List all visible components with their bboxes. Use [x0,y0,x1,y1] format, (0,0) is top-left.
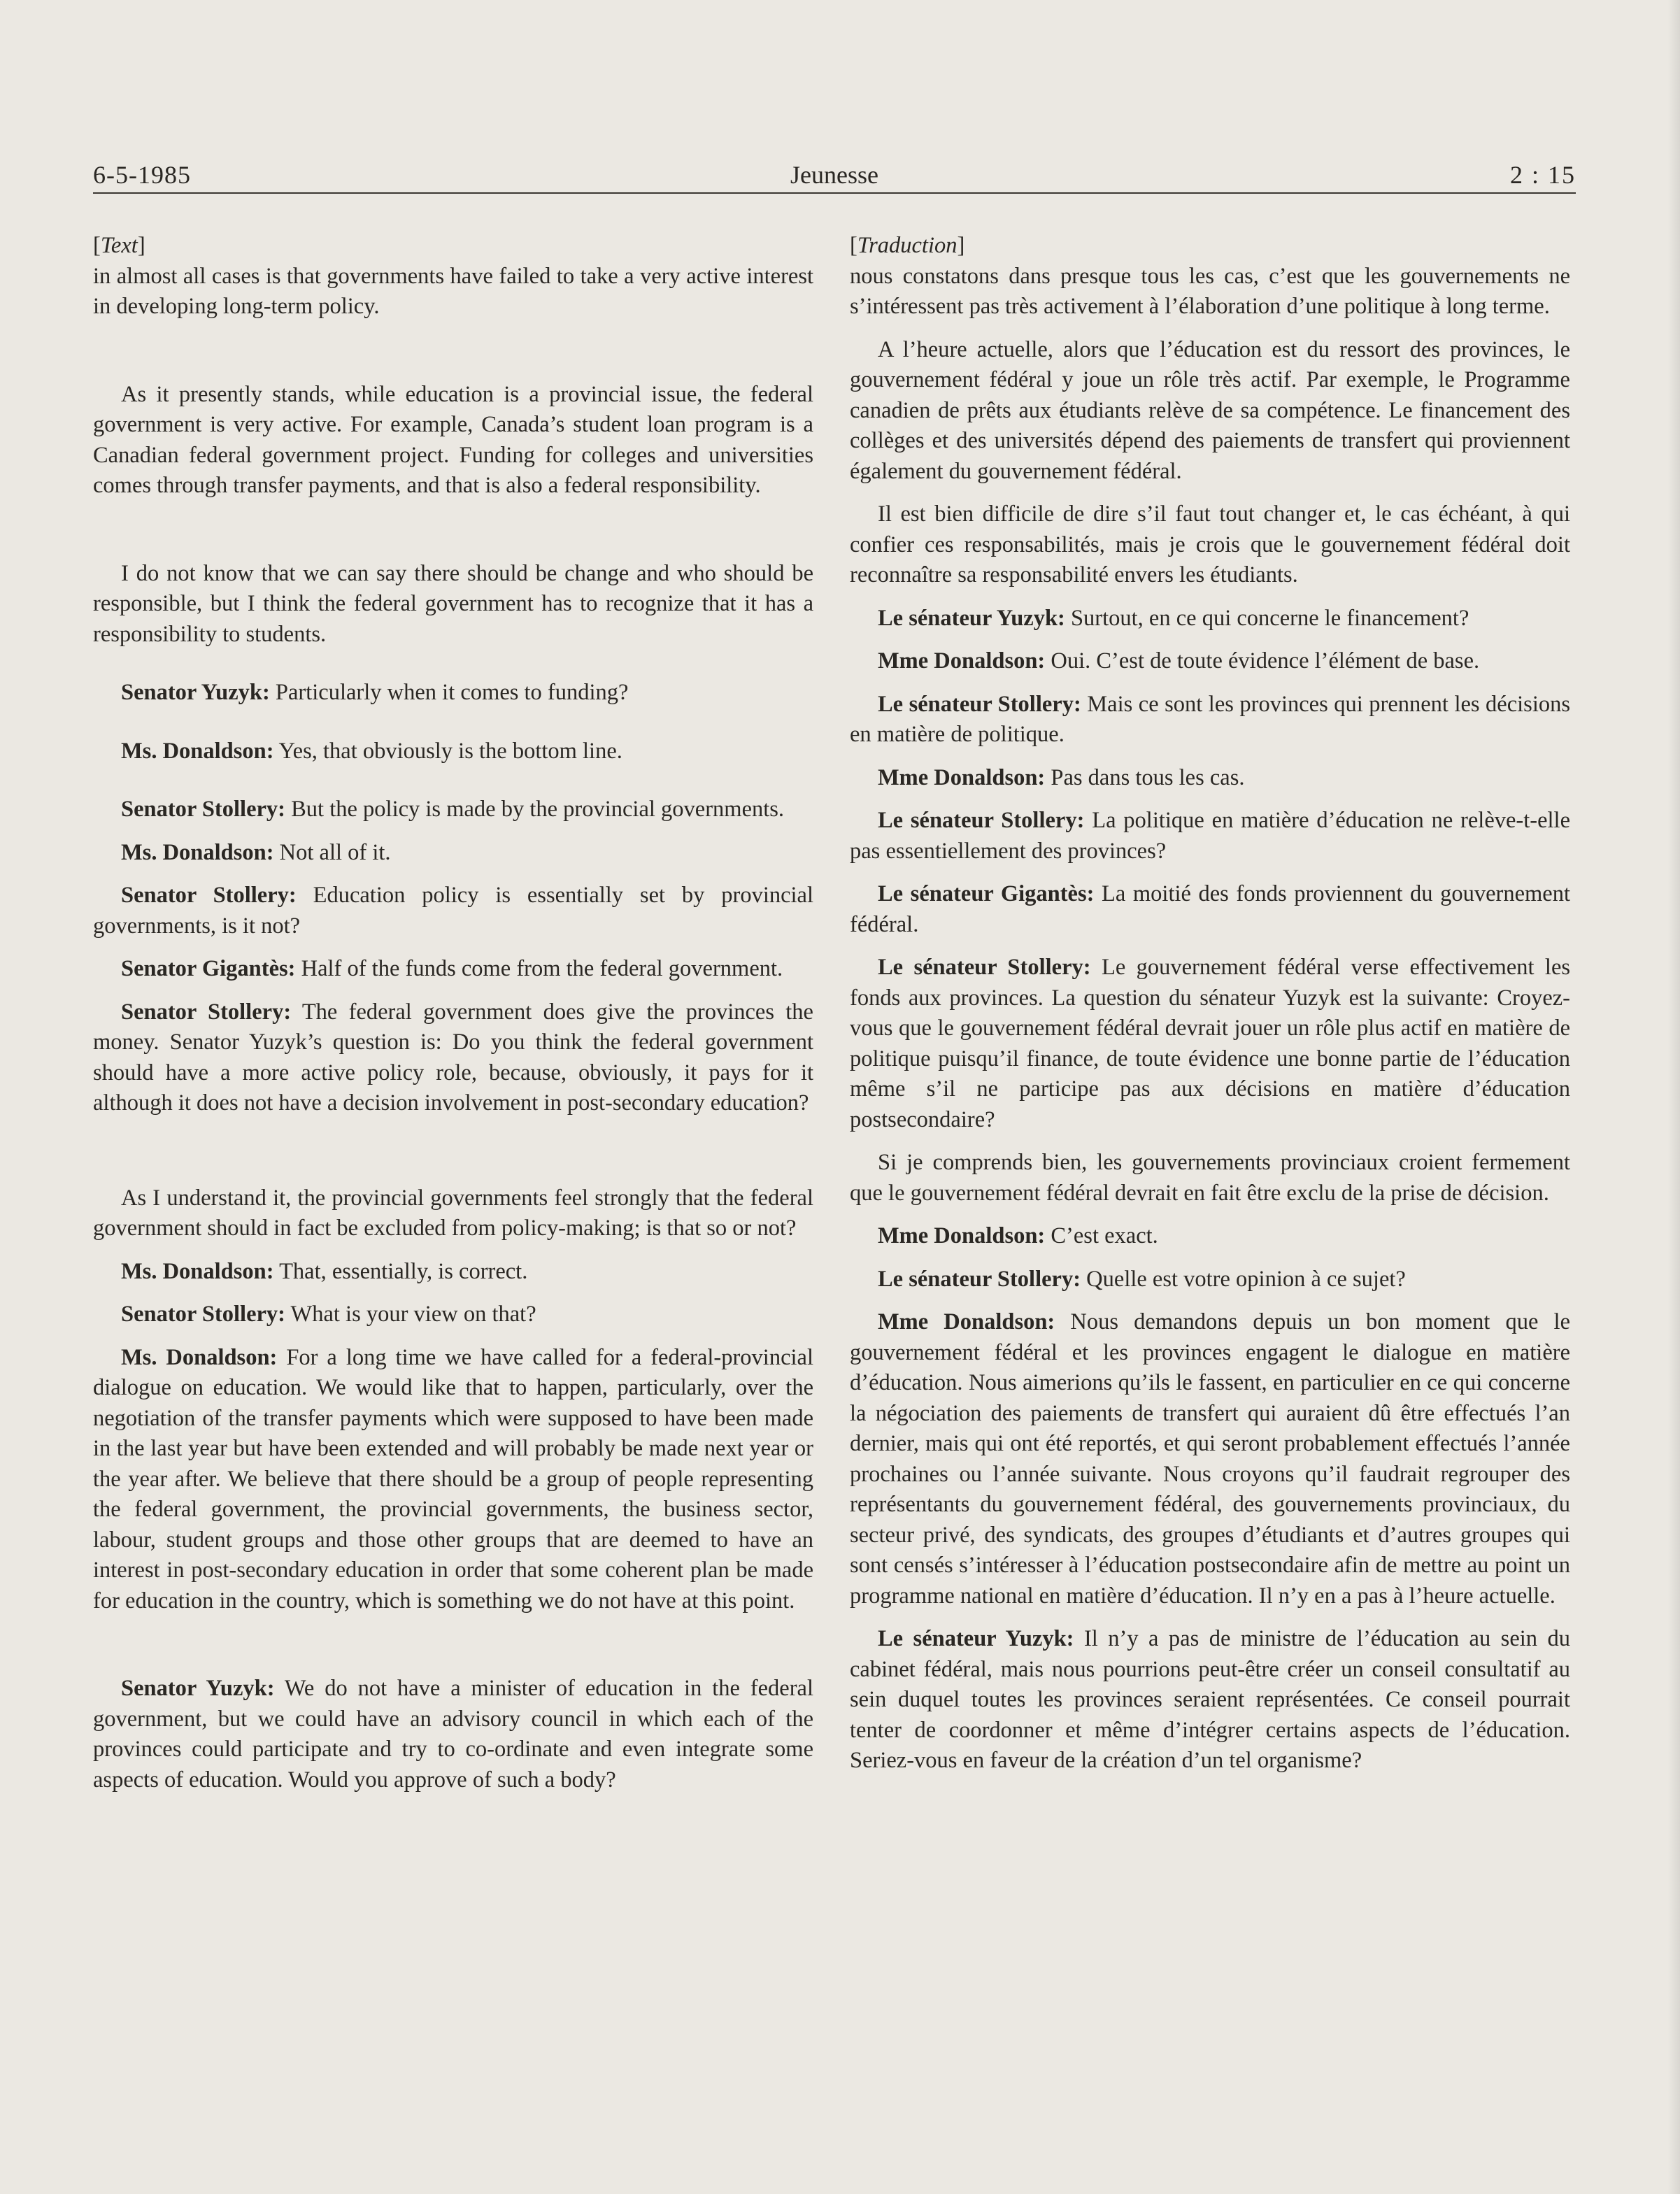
column-tag-label: Traduction [857,233,958,258]
paragraph-text: Half of the funds come from the federal government. [301,956,783,981]
paragraph-text: As I understand it, the provincial governments feel strongly that the federal government should in fact be excluded from policy-making; is that so or not? [93,1185,813,1241]
speaker-name: Le sénateur Stollery: [878,808,1085,833]
speaker-name: Senator Gigantès: [121,956,296,981]
paragraph-text: Yes, that obviously is the bottom line. [278,738,622,764]
speaker-name: Mme Donaldson: [878,1309,1055,1334]
paragraph [93,838,813,869]
speaker-name: Senator Stollery: [121,797,285,822]
paragraph-text: The federal government does give the provinces the money. Senator Yuzyk’s question is: Do you think the federal government should have a more active policy role, because, obviously, it pays for it although it does not have a decision involvement in post-secondary education? [93,999,813,1116]
paragraph-text: Education policy is essentially set by provincial governments, is it not? [93,883,814,939]
paragraph-text: For a long time we have called for a federal-provincial dialogue on education. We would like that to happen, particularly, over the negotiation of the transfer payments which were supposed to have been made in the last year but have been extended and will probably be made next year or the year after. We believe that there should be a group of people representing the federal government, the provincial governments, the business sector, labour, student groups and those other groups that are deemed to have an interest in post-secondary education in order that some coherent plan be made for education in the country, which is something we do not have at this point. [93,1344,813,1614]
paragraph [850,806,1570,867]
paragraph [93,1343,813,1617]
french-column [850,231,1570,1776]
paragraph [93,380,813,501]
paragraph-text: in almost all cases is that governments have failed to take a very active interest in developing long-term policy. [93,263,813,319]
paragraph [850,953,1570,1135]
paragraph [850,1221,1570,1252]
paragraph [850,1624,1570,1776]
speaker-name: Mme Donaldson: [878,764,1046,790]
paragraph [93,1257,813,1288]
speaker-name: Le sénateur Stollery: [878,691,1081,717]
paragraph [850,1265,1570,1295]
paragraph-text: Surtout, en ce qui concerne le financement? [1070,605,1469,631]
paragraph-text: We do not have a minister of education in the federal government, but we could have an advisory council in which each of the provinces could participate and try to co-ordinate and even integrate some aspects of education. Would you approve of such a body? [93,1676,813,1793]
paragraph [850,499,1570,591]
speaker-name: Senator Stollery: [121,1302,285,1327]
paragraph-text: Nous demandons depuis un bon moment que le gouvernement fédéral et les provinces engagent le dialogue en matière d’éducation. Nous aimerions qu’ils le fassent, en particulier en ce qui concerne la négociation des paiements de transfert qui auraient dû être effectués l’an dernier, mais qui ont été reportés, et qui seront probablement effectués l’année prochaines ou l’année suivante. Nous croyons qu’il faudrait regrouper des représentants du gouvernement fédéral, des gouvernements provinciaux, du secteur privé, des syndicats, des groupes d’étudiants et d’autres groupes qui sont censés s’intéresser à l’éducation postsecondaire afin de mettre au point un programme national en matière d’éducation. Il n’y en a pas à l’heure actuelle. [850,1309,1570,1609]
english-column [93,231,813,1795]
paragraph-text: La politique en matière d’éducation ne relève-t-elle pas essentiellement des provinces? [850,808,1571,864]
paragraph-text: Mais ce sont les provinces qui prennent les décisions en matière de politique. [850,691,1570,747]
paragraph-text: Il n’y a pas de ministre de l’éducation au sein du cabinet fédéral, mais nous pourrions peut-être créer un conseil consultatif au sein duquel toutes les provinces seraient représentées. Ce conseil pourrait tenter de coordonner et même d’intégrer certains aspects de l’éducation. Seriez-vous en faveur de la création d’un tel organisme? [850,1626,1570,1773]
speaker-name: Mme Donaldson: [878,1223,1046,1248]
header-page-number: 2 : 15 [1509,161,1576,189]
column-tag-label: Text [100,233,138,258]
paragraph [93,559,813,650]
paragraph-text: Quelle est votre opinion à ce sujet? [1086,1266,1406,1292]
speaker-name: Le sénateur Gigantès: [878,881,1095,906]
paragraph [93,1183,813,1244]
paragraph [93,997,813,1119]
paragraph-text: Particularly when it comes to funding? [275,680,629,705]
page-header [93,157,1576,188]
paragraph [93,262,813,322]
paragraph [93,954,813,985]
paragraph-text: Oui. C’est de toute évidence l’élément de base. [1051,648,1480,674]
paragraph-text: C’est exact. [1051,1223,1158,1248]
speaker-name: Senator Yuzyk: [121,680,270,705]
speaker-name: Mme Donaldson: [878,648,1046,674]
paragraph [93,1674,813,1795]
page-edge-shadow [1667,0,1680,2194]
paragraph-text: A l’heure actuelle, alors que l’éducation est du ressort des provinces, le gouvernement fédéral y joue un rôle très actif. Par exemple, le Programme canadien de prêts aux étudiants relève de sa compétence. Le financement des collèges et des universités dépend des paiements de transfert qui proviennent également du gouvernement fédéral. [850,336,1570,484]
paragraph [850,1307,1570,1611]
paragraph [850,1148,1570,1209]
speaker-name: Ms. Donaldson: [121,1344,278,1370]
paragraph-text: Not all of it. [279,839,391,865]
paragraph-text: Le gouvernement fédéral verse effectivement les fonds aux provinces. La question du sénateur Yuzyk est la suivante: Croyez-vous que le gouvernement fédéral devrait jouer un rôle plus actif en matière de politique puisqu’il finance, de toute évidence une bonne partie de l’éducation même s’il ne participe pas aux décisions en matière d’éducation postsecondaire? [850,955,1571,1132]
paragraph-text: That, essentially, is correct. [279,1258,528,1284]
paragraph-text: I do not know that we can say there should be change and who should be responsible, but I think the federal government has to recognize that it has a responsibility to students. [93,560,813,647]
speaker-name: Le sénateur Stollery: [878,955,1091,980]
speaker-name: Ms. Donaldson: [121,738,274,764]
speaker-name: Le sénateur Stollery: [878,1266,1081,1292]
paragraph [850,763,1570,794]
paragraph [850,604,1570,634]
paragraph-text: Si je comprends bien, les gouvernements provinciaux croient fermement que le gouvernement fédéral devrait en fait être exclu de la prise de décision. [850,1150,1570,1206]
paragraph [850,879,1570,940]
paragraph [850,262,1570,322]
paragraph-text: nous constatons dans presque tous les cas, c’est que les gouvernements ne s’intéressent pas très activement à l’élaboration d’une politique à long terme. [850,263,1570,319]
paragraph [850,690,1570,750]
paragraph [850,646,1570,677]
paragraph-text: Il est bien difficile de dire s’il faut tout changer et, le cas échéant, à qui confier ces responsabilités, mais je crois que le gouvernement fédéral doit reconnaître sa responsabilité envers les étudiants. [850,501,1570,587]
header-title: Jeunesse [790,161,878,189]
column-tag: [Text] [93,233,145,258]
paragraph [93,1299,813,1330]
paragraph-text: What is your view on that? [290,1302,536,1327]
speaker-name: Senator Stollery: [121,999,292,1025]
header-date: 6-5-1985 [93,161,191,189]
speaker-name: Le sénateur Yuzyk: [878,1626,1074,1651]
speaker-name: Senator Stollery: [121,883,297,908]
speaker-name: Ms. Donaldson: [121,839,274,865]
paragraph-text: But the policy is made by the provincial governments. [291,797,785,822]
speaker-name: Le sénateur Yuzyk: [878,605,1065,631]
paragraph [93,678,813,708]
paragraph-text: As it presently stands, while education is a provincial issue, the federal government is very active. For example, Canada’s student loan program is a Canadian federal government project. Funding for colleges and universities comes through transfer payments, and that is also a federal responsibility. [93,381,813,498]
paragraph [850,335,1570,487]
paragraph [93,736,813,767]
speaker-name: Senator Yuzyk: [121,1676,275,1701]
column-tag: [Traduction] [850,233,965,258]
paragraph-text: La moitié des fonds proviennent du gouvernement fédéral. [850,881,1571,937]
header-rule [93,192,1576,194]
paragraph-text: Pas dans tous les cas. [1051,764,1245,790]
speaker-name: Ms. Donaldson: [121,1258,274,1284]
paragraph [93,881,813,941]
paragraph [93,795,813,825]
